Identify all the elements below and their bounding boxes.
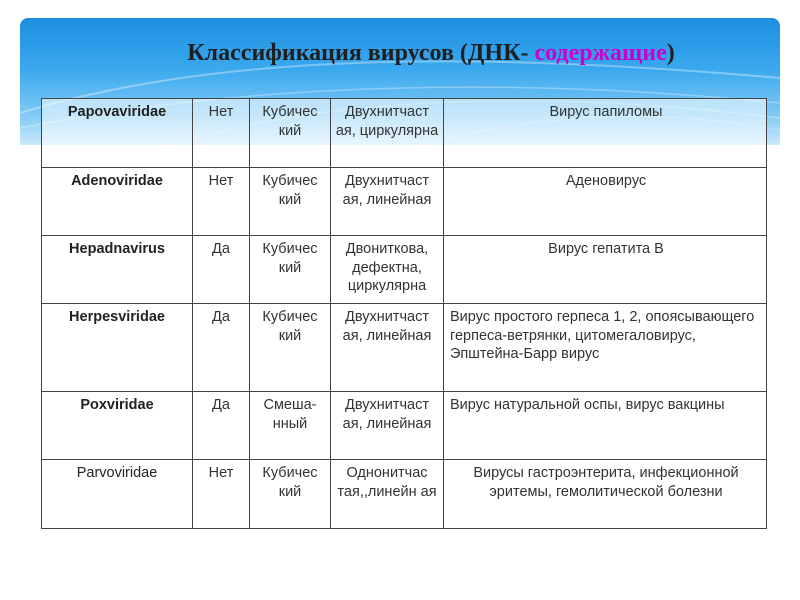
virus-classification-table [41, 98, 767, 529]
genome-cell: Двухнитчаст ая, линейная [331, 304, 444, 392]
genome-cell: Двухнитчаст ая, линейная [331, 168, 444, 236]
envelope-cell: Нет [193, 99, 250, 168]
family-cell: Parvoviridae [42, 460, 193, 529]
table-row [42, 236, 767, 304]
disease-cell: Вирус гепатита В [444, 236, 767, 304]
envelope-cell: Да [193, 304, 250, 392]
envelope-cell: Нет [193, 460, 250, 529]
envelope-cell: Да [193, 392, 250, 460]
genome-cell: Двониткова, дефектна, циркулярна [331, 236, 444, 304]
genome-cell: Однонитчас тая,,линейн ая [331, 460, 444, 529]
disease-cell: Вирус натуральной оспы, вирус вакцины [444, 392, 767, 460]
table-row [42, 460, 767, 529]
family-cell: Adenoviridae [42, 168, 193, 236]
symmetry-cell: Кубичес кий [250, 236, 331, 304]
table-row [42, 168, 767, 236]
title-accent: содержащие [534, 40, 667, 66]
title-main: Классификация вирусов (ДНК- [187, 40, 535, 66]
family-cell: Papovaviridae [42, 99, 193, 168]
title-end: ) [666, 40, 675, 66]
symmetry-cell: Кубичес кий [250, 99, 331, 168]
disease-cell: Аденовирус [444, 168, 767, 236]
table-row [42, 99, 767, 168]
family-cell: Poxviridae [42, 392, 193, 460]
table-row [42, 304, 767, 392]
family-cell: Herpesviridae [42, 304, 193, 392]
disease-cell: Вирус простого герпеса 1, 2, опоясывающего герпеса-ветрянки, цитомегаловирус, Эпштейна-Барр вирус [444, 304, 767, 392]
envelope-cell: Да [193, 236, 250, 304]
symmetry-cell: Кубичес кий [250, 168, 331, 236]
symmetry-cell: Кубичес кий [250, 460, 331, 529]
table-row [42, 392, 767, 460]
genome-cell: Двухнитчаст ая, линейная [331, 392, 444, 460]
symmetry-cell: Кубичес кий [250, 304, 331, 392]
disease-cell: Вирусы гастроэнтерита, инфекционной эритемы, гемолитической болезни [444, 460, 767, 529]
symmetry-cell: Смеша- нный [250, 392, 331, 460]
slide-title [0, 40, 800, 67]
envelope-cell: Нет [193, 168, 250, 236]
genome-cell: Двухнитчаст ая, циркулярна [331, 99, 444, 168]
family-cell: Hepadnavirus [42, 236, 193, 304]
disease-cell: Вирус папиломы [444, 99, 767, 168]
